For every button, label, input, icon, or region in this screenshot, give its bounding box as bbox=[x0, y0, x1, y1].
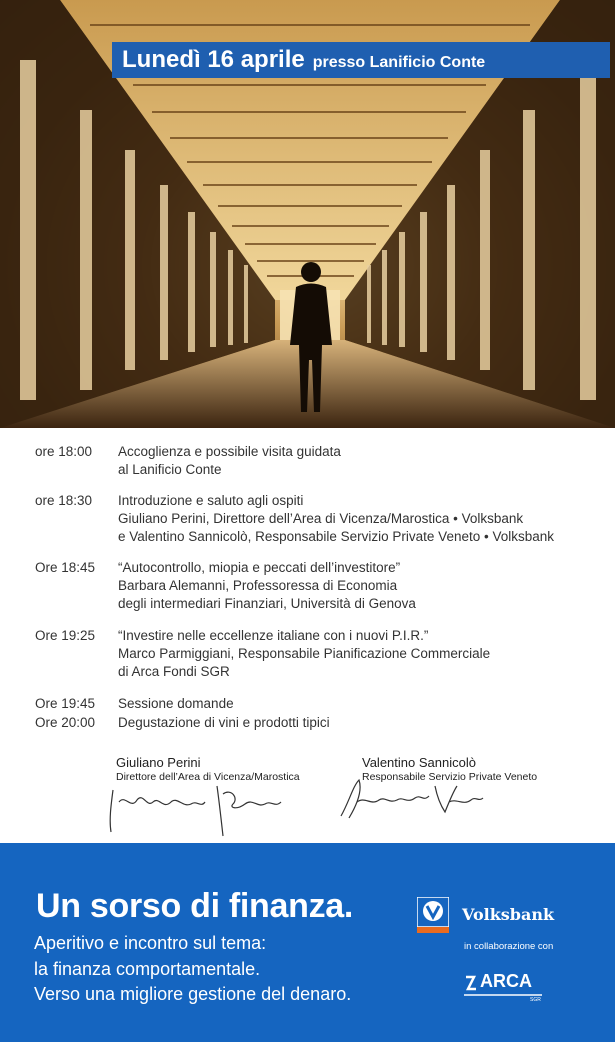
theme-line: Verso una migliore gestione del denaro. bbox=[34, 984, 352, 1004]
program-time: ore 18:30 bbox=[35, 493, 93, 508]
event-date: Lunedì 16 aprile bbox=[122, 46, 305, 73]
program-line: Degustazione di vini e prodotti tipici bbox=[118, 715, 330, 730]
program-time: Ore 18:45 bbox=[35, 560, 96, 575]
program-line: “Investire nelle eccellenze italiane con i nuovi P.I.R.” bbox=[118, 628, 429, 643]
collaboration-label: in collaborazione con bbox=[464, 941, 554, 952]
signatory-role: Direttore dell’Area di Vicenza/Marostica bbox=[116, 771, 300, 783]
brand-name: Volksbank bbox=[462, 905, 555, 924]
program-line: Giuliano Perini, Direttore dell’Area di Vicenza/Marostica • Volksbank bbox=[118, 511, 524, 526]
program-line: e Valentino Sannicolò, Responsabile Servizio Private Veneto • Volksbank bbox=[118, 529, 554, 544]
volksbank-logo-icon bbox=[417, 897, 449, 933]
handwritten-signature-sannicolo bbox=[335, 772, 485, 824]
signatory-name: Valentino Sannicolò bbox=[362, 755, 476, 770]
program-line: Sessione domande bbox=[118, 696, 234, 711]
program-line: Marco Parmiggiani, Responsabile Pianificazione Commerciale bbox=[118, 646, 491, 661]
signature-block-perini bbox=[116, 755, 300, 783]
program-time: Ore 19:45 bbox=[35, 696, 96, 711]
program-line: “Autocontrollo, miopia e peccati dell’investitore” bbox=[118, 560, 401, 575]
program-line: Introduzione e saluto agli ospiti bbox=[118, 493, 304, 508]
theme-line: Aperitivo e incontro sul tema: bbox=[34, 933, 267, 953]
program-time: Ore 19:25 bbox=[35, 628, 96, 643]
signatory-name: Giuliano Perini bbox=[116, 755, 201, 770]
event-headline: Un sorso di finanza. bbox=[36, 887, 354, 925]
theme-line: la finanza comportamentale. bbox=[34, 959, 261, 979]
signatory-role: Responsabile Servizio Private Veneto bbox=[362, 771, 538, 783]
partner-subtitle: SGR bbox=[530, 997, 541, 1003]
handwritten-signature-perini bbox=[105, 780, 285, 838]
program-line: degli intermediari Finanziari, Università di Genova bbox=[118, 596, 416, 611]
program-time: Ore 20:00 bbox=[35, 715, 96, 730]
event-venue: presso Lanificio Conte bbox=[312, 54, 486, 71]
program-time: ore 18:00 bbox=[35, 444, 93, 459]
partner-name: ARCA bbox=[480, 971, 532, 991]
hero-photo bbox=[0, 0, 615, 428]
program-line: Barbara Alemanni, Professoressa di Economia bbox=[118, 578, 398, 593]
program-line: Accoglienza e possibile visita guidata bbox=[118, 444, 341, 459]
date-banner bbox=[112, 42, 610, 78]
program-line: di Arca Fondi SGR bbox=[118, 664, 230, 679]
program-line: al Lanificio Conte bbox=[118, 462, 222, 477]
footer-band bbox=[0, 843, 615, 1042]
